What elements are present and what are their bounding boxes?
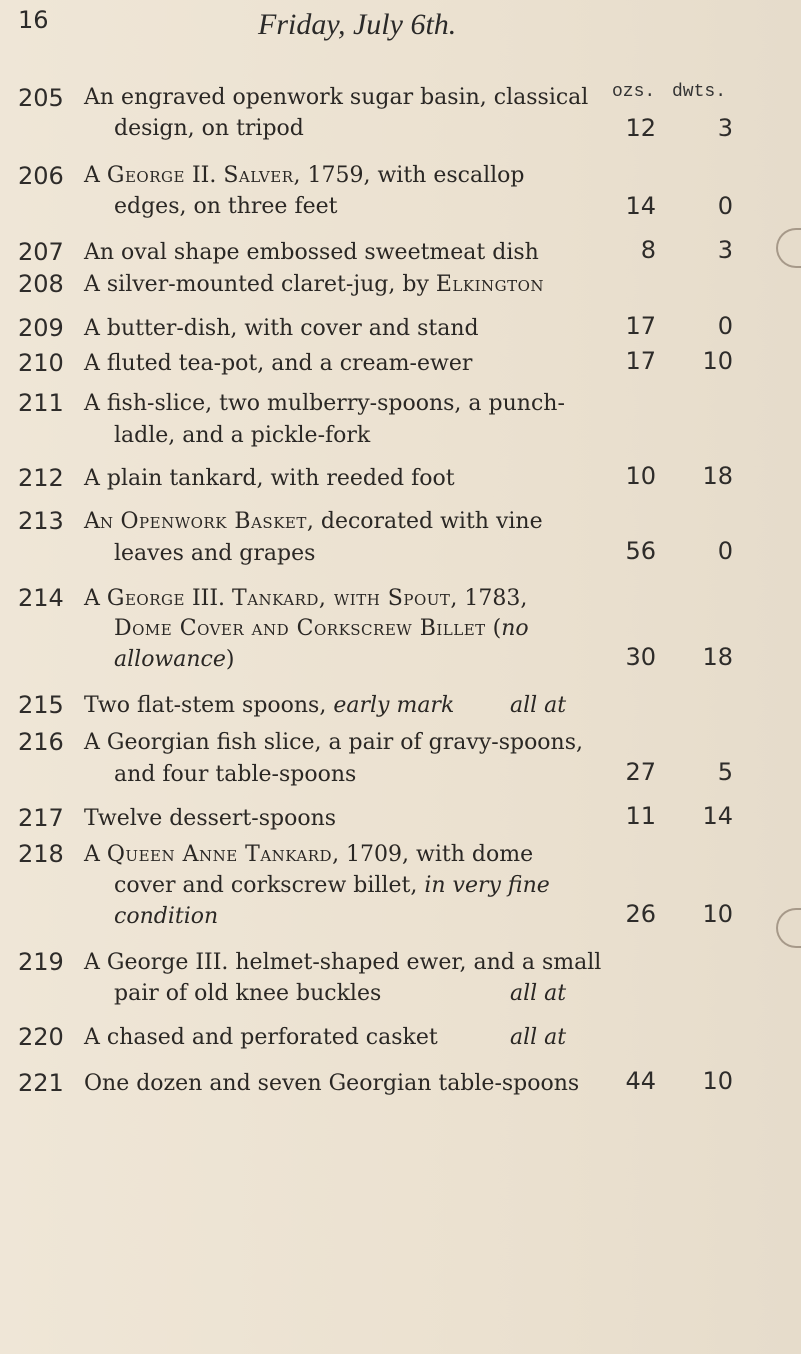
lot-ozs: 8 xyxy=(640,236,656,264)
lot-ozs: 12 xyxy=(625,114,656,142)
lot-number: 216 xyxy=(18,728,64,756)
lot-number: 220 xyxy=(18,1023,64,1051)
lot-description-line: One dozen and seven Georgian table-spoons xyxy=(84,1071,580,1096)
lot-description-line: Two flat-stem spoons, early mark xyxy=(84,693,455,718)
lot-number: 210 xyxy=(18,349,64,377)
lot-description-line: A George II. Salver, 1759, with escallop xyxy=(84,163,525,188)
lot-dwts: 3 xyxy=(717,114,733,142)
lot-description-line: Twelve dessert-spoons xyxy=(84,806,337,831)
lot-ozs: 56 xyxy=(625,537,656,565)
lot-number: 213 xyxy=(18,507,64,535)
ozs-column-header: ozs. xyxy=(612,82,656,102)
sale-date-heading: Friday, July 6th. xyxy=(258,8,457,41)
lot-number: 217 xyxy=(18,804,64,832)
lot-number: 218 xyxy=(18,840,64,868)
margin-mark xyxy=(776,908,801,948)
lot-description-line: leaves and grapes xyxy=(114,541,316,566)
lot-ozs: 14 xyxy=(625,192,656,220)
lot-description-line: An oval shape embossed sweetmeat dish xyxy=(84,240,539,265)
lot-number: 214 xyxy=(18,584,64,612)
lot-dwts: 3 xyxy=(717,236,733,264)
margin-mark xyxy=(776,228,801,268)
lot-description-line: design, on tripod xyxy=(114,116,304,141)
lot-description-line: A fluted tea-pot, and a cream-ewer xyxy=(84,351,473,376)
lot-dwts: 10 xyxy=(702,1067,733,1095)
lot-description-line: Dome Cover and Corkscrew Billet (no xyxy=(114,616,529,641)
lot-dwts: 0 xyxy=(717,537,733,565)
lot-number: 215 xyxy=(18,691,64,719)
lot-number: 219 xyxy=(18,948,64,976)
lot-number: 211 xyxy=(18,389,64,417)
lot-note: all at xyxy=(510,693,567,718)
lot-ozs: 17 xyxy=(625,347,656,375)
lot-dwts: 0 xyxy=(717,192,733,220)
lot-number: 212 xyxy=(18,464,64,492)
lot-description-line: A plain tankard, with reeded foot xyxy=(84,466,455,491)
lot-ozs: 17 xyxy=(625,312,656,340)
lot-dwts: 14 xyxy=(702,802,733,830)
lot-number: 209 xyxy=(18,314,64,342)
lot-description-line: edges, on three feet xyxy=(114,194,338,219)
lot-ozs: 10 xyxy=(625,462,656,490)
lot-dwts: 10 xyxy=(702,347,733,375)
lot-number: 221 xyxy=(18,1069,64,1097)
lot-number: 205 xyxy=(18,84,64,112)
lot-number: 208 xyxy=(18,270,64,298)
dwts-column-header: dwts. xyxy=(672,82,727,102)
lot-ozs: 11 xyxy=(625,802,656,830)
lot-description-line: condition xyxy=(114,904,219,929)
lot-dwts: 18 xyxy=(702,643,733,671)
lot-dwts: 10 xyxy=(702,900,733,928)
lot-description-line: A fish-slice, two mulberry-spoons, a punch- xyxy=(84,391,565,416)
lot-description-line: A Queen Anne Tankard, 1709, with dome xyxy=(84,842,534,867)
lot-number: 206 xyxy=(18,162,64,190)
lot-dwts: 18 xyxy=(702,462,733,490)
lot-description-line: ladle, and a pickle-fork xyxy=(114,423,371,448)
lot-note: all at xyxy=(510,981,567,1006)
lot-description-line: A chased and perforated casket xyxy=(84,1025,438,1050)
lot-dwts: 0 xyxy=(717,312,733,340)
lot-description-line: A George III. helmet-shaped ewer, and a small xyxy=(84,950,602,975)
lot-description-line: An engraved openwork sugar basin, classical xyxy=(84,85,589,110)
lot-ozs: 44 xyxy=(625,1067,656,1095)
lot-ozs: 27 xyxy=(625,758,656,786)
lot-description-line: and four table-spoons xyxy=(114,762,357,787)
lot-description-line: cover and corkscrew billet, in very fine xyxy=(114,873,550,898)
page-number: 16 xyxy=(18,6,49,34)
lot-ozs: 30 xyxy=(625,643,656,671)
lot-dwts: 5 xyxy=(717,758,733,786)
lot-description-line: A Georgian fish slice, a pair of gravy-spoons, xyxy=(84,730,584,755)
lot-description-line: A George III. Tankard, with Spout, 1783, xyxy=(84,586,528,611)
lot-note: all at xyxy=(510,1025,567,1050)
lot-description-line: allowance) xyxy=(114,647,235,672)
lot-ozs: 26 xyxy=(625,900,656,928)
lot-number: 207 xyxy=(18,238,64,266)
lot-description-line: An Openwork Basket, decorated with vine xyxy=(84,509,543,534)
lot-description-line: pair of old knee buckles xyxy=(114,981,382,1006)
lot-description-line: A silver-mounted claret-jug, by Elkington xyxy=(84,272,545,297)
lot-description-line: A butter-dish, with cover and stand xyxy=(84,316,479,341)
